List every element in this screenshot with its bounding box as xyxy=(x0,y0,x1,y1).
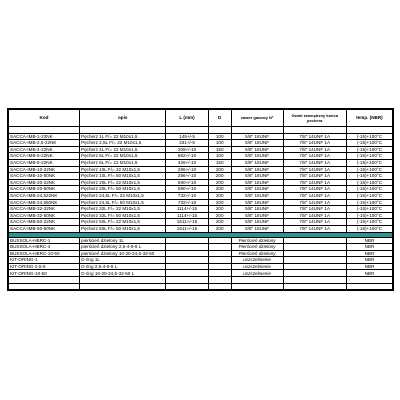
table-row xyxy=(9,206,393,213)
blank-row xyxy=(9,283,393,290)
cell-temp: NBR xyxy=(346,237,392,244)
cell-zawor: 5/8" 18UNF xyxy=(231,173,283,180)
cell-kod: KIT-ORING-10-50 xyxy=(9,270,80,277)
cell-l: 331+/-5 xyxy=(166,140,208,147)
cell-l: 1114+/-15 xyxy=(166,212,208,219)
cell-temp: NBR xyxy=(346,257,392,264)
table-row xyxy=(9,140,393,147)
cell-opis: Pęcherz 4L F/= 22 M10x1,5 xyxy=(80,146,166,153)
cell-temp: (-15)+100°C xyxy=(346,153,392,160)
header-zawor: zawór gazowy Nº xyxy=(231,110,283,127)
cell-d xyxy=(208,257,231,264)
cell-temp: NBR xyxy=(346,270,392,277)
cell-d: 200 xyxy=(208,166,231,173)
cell-d xyxy=(208,237,231,244)
cell-gwint: 7/8" 14UNF 1A xyxy=(283,192,346,199)
cell-temp: NBR xyxy=(346,250,392,257)
cell-l xyxy=(166,257,208,264)
cell-temp: (-15)+100°C xyxy=(346,173,392,180)
table-row xyxy=(9,192,393,199)
accessory-rows xyxy=(9,237,393,277)
cell-l: 1611+/-15 xyxy=(166,219,208,226)
cell-zawor: 5/8" 18UNF xyxy=(231,153,283,160)
cell-d: 100 xyxy=(208,133,231,140)
table-row xyxy=(9,153,393,160)
cell-opis: Pęcherz 6L F/= 22 M10x1,5 xyxy=(80,159,166,166)
table-row xyxy=(9,159,393,166)
cell-gwint: 7/8" 14UNF 1A xyxy=(283,212,346,219)
cell-kod: BUSSOLA-HBRC-1 xyxy=(9,237,80,244)
cell-zawor: uszczelnienie xyxy=(231,257,283,264)
main-rows xyxy=(9,127,393,233)
cell-d: 200 xyxy=(208,179,231,186)
cell-l xyxy=(166,237,208,244)
table-header-row xyxy=(9,110,393,127)
cell-gwint xyxy=(283,237,346,244)
cell-temp: (-15)+100°C xyxy=(346,219,392,226)
cell-opis: pierścień dzielony 2,5-4-5-6 L xyxy=(80,244,166,251)
blank-row xyxy=(9,277,393,284)
cell-l xyxy=(166,270,208,277)
cell-kod: SACCA-IMB-2,5-22NK xyxy=(9,140,80,147)
cell-zawor: 5/8" 18UNF xyxy=(231,133,283,140)
cell-temp: NBR xyxy=(346,263,392,270)
table-row xyxy=(9,244,393,251)
cell-opis: pierścień dzielony 1L xyxy=(80,237,166,244)
cell-l xyxy=(166,263,208,270)
cell-d: 200 xyxy=(208,219,231,226)
cell-l: 426+/-10 xyxy=(166,159,208,166)
header-l: L (mm) xyxy=(166,110,208,127)
cell-zawor: uszczelnienie xyxy=(231,263,283,270)
cell-temp: (-15)+100°C xyxy=(346,225,392,232)
cell-kod: SACCA-IMB-24,550NK xyxy=(9,199,80,206)
cell-opis: Pęcherz 20L F/= 50 M10x1,5 xyxy=(80,186,166,193)
cell-gwint: 7/8" 14UNF 1A xyxy=(283,153,346,160)
table-row xyxy=(9,219,393,226)
cell-opis: O ring 2,5-4-5-6 L xyxy=(80,263,166,270)
cell-kod: SACCA-IMB-10-22NK xyxy=(9,166,80,173)
cell-opis: Pęcherz 10L F/= 22 M10x1,5 xyxy=(80,166,166,173)
cell-l xyxy=(166,250,208,257)
cell-temp: (-15)+100°C xyxy=(346,146,392,153)
header-kod: Kod xyxy=(9,110,80,127)
table-row xyxy=(9,270,393,277)
cell-d: 200 xyxy=(208,225,231,232)
cell-opis: Pęcherz 2,5L F/= 22 M10x1,5 xyxy=(80,140,166,147)
cell-zawor: 5/8" 18UNF xyxy=(231,192,283,199)
cell-d: 200 xyxy=(208,199,231,206)
cell-l: 286+/-10 xyxy=(166,173,208,180)
cell-zawor: uszczelnienie xyxy=(231,270,283,277)
cell-gwint: 7/8" 14UNF 1A xyxy=(283,219,346,226)
cell-l xyxy=(166,244,208,251)
table-row xyxy=(9,257,393,264)
cell-kod: SACCA-IMB-50-22NK xyxy=(9,219,80,226)
cell-gwint: 7/8" 14UNF 1A xyxy=(283,206,346,213)
cell-gwint: 7/8" 14UNF 1A xyxy=(283,186,346,193)
cell-d: 200 xyxy=(208,186,231,193)
header-d: D xyxy=(208,110,231,127)
trailing-blank-section xyxy=(9,277,393,290)
cell-d xyxy=(208,270,231,277)
cell-temp: (-15)+100°C xyxy=(346,140,392,147)
blank-row xyxy=(9,127,393,134)
cell-gwint xyxy=(283,257,346,264)
cell-l: 209+/-10 xyxy=(166,146,208,153)
cell-gwint: 7/8" 14UNF 1A xyxy=(283,166,346,173)
cell-zawor: 5/8" 18UNF xyxy=(231,219,283,226)
cell-temp: (-15)+100°C xyxy=(346,199,392,206)
cell-opis: Pęcherz 10L F/= 50 M10x1,5 xyxy=(80,173,166,180)
header-opis: opis xyxy=(80,110,166,127)
table-row xyxy=(9,250,393,257)
cell-zawor: 5/8" 18UNF xyxy=(231,206,283,213)
cell-kod: SACCA-IMB-5-22NK xyxy=(9,153,80,160)
cell-kod: BUSSOLA-HBRC-4 xyxy=(9,244,80,251)
cell-kod: SACCA-IMB-32-50NK xyxy=(9,212,80,219)
cell-kod: SACCA-IMB-1-22NK xyxy=(9,133,80,140)
cell-temp: (-15)+100°C xyxy=(346,159,392,166)
cell-gwint: 7/8" 14UNF 1A xyxy=(283,140,346,147)
cell-l: 682+/-10 xyxy=(166,153,208,160)
cell-gwint xyxy=(283,244,346,251)
cell-opis: pierścień dzielony 10-20-24,5-32-50 xyxy=(80,250,166,257)
cell-d: 150 xyxy=(208,146,231,153)
cell-temp: (-15)+100°C xyxy=(346,212,392,219)
cell-kod: BUSSOLA-HBRC-10-50 xyxy=(9,250,80,257)
cell-temp: NBR xyxy=(346,244,392,251)
table-row xyxy=(9,225,393,232)
table-row xyxy=(9,186,393,193)
cell-gwint xyxy=(283,270,346,277)
table-row xyxy=(9,179,393,186)
cell-l: 286+/-10 xyxy=(166,166,208,173)
cell-zawor: 5/8" 18UNF xyxy=(231,212,283,219)
cell-d xyxy=(208,263,231,270)
parts-table-container xyxy=(7,108,394,291)
cell-gwint xyxy=(283,250,346,257)
cell-d: 150 xyxy=(208,159,231,166)
cell-gwint: 7/8" 14UNF 1A xyxy=(283,173,346,180)
cell-zawor: 5/8" 18UNF xyxy=(231,146,283,153)
table-row xyxy=(9,212,393,219)
cell-gwint: 7/8" 14UNF 1A xyxy=(283,225,346,232)
cell-zawor: 5/8" 18UNF xyxy=(231,166,283,173)
header-temp: temp. (NBR) xyxy=(346,110,392,127)
cell-temp: (-15)+100°C xyxy=(346,179,392,186)
table-row xyxy=(9,263,393,270)
cell-opis: O ring 10-20-24,5-32-50 L xyxy=(80,270,166,277)
table-row xyxy=(9,173,393,180)
cell-kod: SACCA-IMB-50-50NK xyxy=(9,225,80,232)
cell-l: 590+/-10 xyxy=(166,179,208,186)
cell-kod: SACCA-IMB-24,522NK xyxy=(9,192,80,199)
cell-d xyxy=(208,244,231,251)
table-row xyxy=(9,237,393,244)
cell-l: 149+/-5 xyxy=(166,133,208,140)
table-row xyxy=(9,133,393,140)
cell-zawor: 5/8" 18UNF xyxy=(231,159,283,166)
cell-gwint: 7/8" 14UNF 1A xyxy=(283,133,346,140)
cell-temp: (-15)+100°C xyxy=(346,133,392,140)
cell-d: 200 xyxy=(208,173,231,180)
cell-kod: SACCA-IMB-20-22NK xyxy=(9,179,80,186)
header-gwint: Gwint zewnętrzny końca pechera xyxy=(283,110,346,127)
cell-opis: Pęcherz 50L F/= 22 M10x1,5 xyxy=(80,219,166,226)
cell-zawor: Pierścień dzielony xyxy=(231,244,283,251)
cell-kod: KIT-ORING-2,5-6 xyxy=(9,263,80,270)
cell-opis: Pęcherz 32L F/= 22 M10x1,5 xyxy=(80,206,166,213)
table-row xyxy=(9,146,393,153)
cell-gwint: 7/8" 14UNF 1A xyxy=(283,199,346,206)
table-row xyxy=(9,199,393,206)
cell-kod: SACCA-IMB-10-50NK xyxy=(9,173,80,180)
cell-kod: SACCA-IMB-6-22NK xyxy=(9,159,80,166)
cell-l: 732+/-10 xyxy=(166,199,208,206)
cell-kod: KIT-ORING-1 xyxy=(9,257,80,264)
cell-d: 100 xyxy=(208,153,231,160)
cell-gwint xyxy=(283,263,346,270)
cell-opis: Pęcherz 50L F/= 50 M10x1,5 xyxy=(80,225,166,232)
cell-l: 1114+/-15 xyxy=(166,206,208,213)
cell-gwint: 7/8" 14UNF 1A xyxy=(283,146,346,153)
cell-gwint: 7/8" 14UNF 1A xyxy=(283,159,346,166)
cell-opis: Pęcherz 24,5L F/= 50 M10x1,5 xyxy=(80,199,166,206)
cell-opis: Pęcherz 5L F/= 22 M10x1,5 xyxy=(80,153,166,160)
cell-l: 1611+/-15 xyxy=(166,225,208,232)
cell-d: 100 xyxy=(208,140,231,147)
cell-zawor: 5/8" 18UNF xyxy=(231,179,283,186)
cell-temp: (-15)+100°C xyxy=(346,166,392,173)
cell-d: 200 xyxy=(208,192,231,199)
cell-opis: O ring 1L xyxy=(80,257,166,264)
cell-zawor: 5/8" 18UNF xyxy=(231,225,283,232)
cell-temp: (-15)+100°C xyxy=(346,206,392,213)
cell-zawor: Pierścień dzielony xyxy=(231,237,283,244)
cell-opis: Pęcherz 20L F/= 22 M10x1,5 xyxy=(80,179,166,186)
cell-temp: (-15)+100°C xyxy=(346,186,392,193)
cell-l: 590+/-10 xyxy=(166,186,208,193)
parts-table xyxy=(8,109,393,290)
cell-d: 200 xyxy=(208,212,231,219)
cell-opis: Pęcherz 32L F/= 50 M10x1,5 xyxy=(80,212,166,219)
cell-l: 732+/-10 xyxy=(166,192,208,199)
cell-d xyxy=(208,250,231,257)
cell-zawor: 5/8" 18UNF xyxy=(231,199,283,206)
cell-zawor: 5/8" 18UNF xyxy=(231,186,283,193)
cell-temp: (-15)+100°C xyxy=(346,192,392,199)
table-row xyxy=(9,166,393,173)
cell-d: 200 xyxy=(208,206,231,213)
cell-kod: SACCA-IMB-4-22NK xyxy=(9,146,80,153)
cell-kod: SACCA-IMB-20-50NK xyxy=(9,186,80,193)
cell-zawor: Pierścień dzielony xyxy=(231,250,283,257)
cell-zawor: 5/8" 18UNF xyxy=(231,140,283,147)
cell-opis: Pęcherz 1L F/= 22 M10x1,5 xyxy=(80,133,166,140)
cell-opis: Pęcherz 24,5L F/= 22 M10x1,5 xyxy=(80,192,166,199)
cell-kod: SACCA-IMB-32-22NK xyxy=(9,206,80,213)
cell-gwint: 7/8" 14UNF 1A xyxy=(283,179,346,186)
